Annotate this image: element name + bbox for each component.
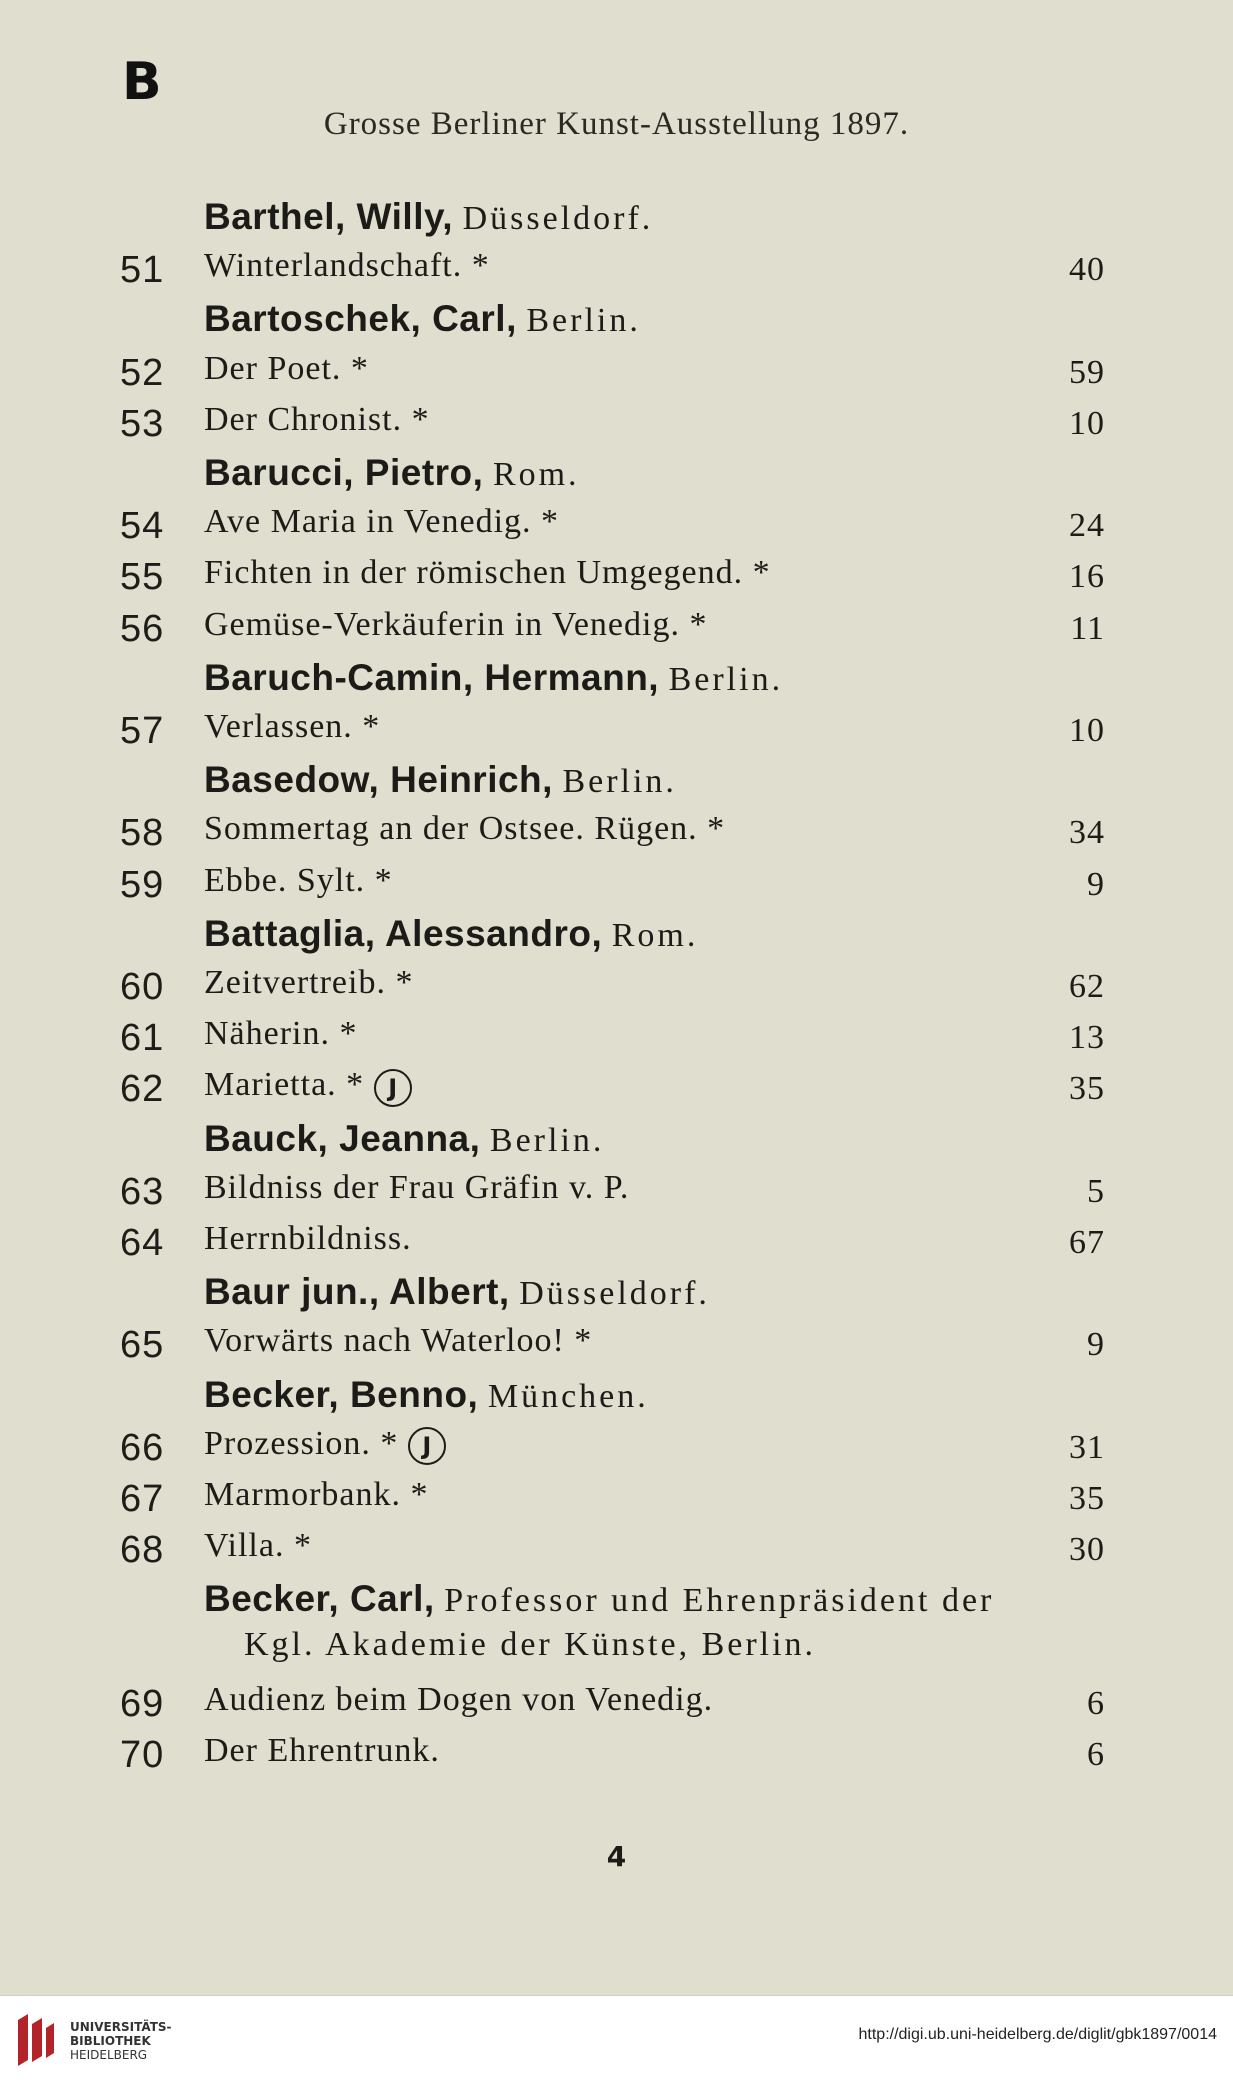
corner-letter: B [122, 52, 162, 112]
artist-place: Rom. [611, 916, 699, 954]
entry-title-text: Villa. * [204, 1527, 312, 1565]
footer-bar [0, 1995, 1233, 2084]
entry-title [204, 1681, 713, 1719]
entry-title-text: Winterlandschaft. * [204, 247, 490, 285]
entry-price: 9 [1087, 865, 1105, 903]
catalog-entry [0, 554, 1233, 604]
artist-place: Berlin. [526, 302, 641, 340]
artist-heading [204, 1578, 1104, 1664]
catalog-entry [0, 862, 1233, 912]
entry-title [204, 810, 725, 848]
entry-title-text: Näherin. * [204, 1015, 358, 1053]
entry-title [204, 606, 707, 644]
entry-number: 67 [120, 1478, 165, 1520]
artist-place: Professor und Ehrenpräsident der [444, 1582, 995, 1620]
entry-title-text: Ebbe. Sylt. * [204, 861, 393, 899]
entry-number: 64 [120, 1222, 165, 1264]
artist-place: Berlin. [562, 763, 677, 801]
entry-price: 10 [1069, 712, 1105, 749]
entry-title-text: Ave Maria in Venedig. * [204, 503, 560, 541]
entry-title-text: Prozession. * [204, 1424, 399, 1462]
artist-place-continued: Kgl. Akademie der Künste, Berlin. [244, 1626, 817, 1664]
entry-price: 35 [1069, 1480, 1105, 1517]
entry-title-text: Zeitvertreib. * [204, 964, 414, 1001]
catalog-entry [0, 1066, 1233, 1116]
entry-title-text: Vorwärts nach Waterloo! * [204, 1322, 593, 1360]
library-logo-text: UNIVERSITÄTS- BIBLIOTHEK HEIDELBERG [70, 2020, 172, 2062]
artist-name: Becker, Benno, [204, 1373, 479, 1415]
artist-place: Berlin. [489, 1121, 605, 1159]
artist-name: Bartoschek, Carl, [204, 298, 517, 340]
entry-title [204, 350, 369, 388]
entry-title [204, 1015, 358, 1053]
catalog-entry [0, 350, 1233, 400]
entry-number: 57 [120, 710, 165, 752]
entry-title [204, 401, 430, 439]
entry-title [204, 554, 771, 592]
entry-number: 51 [120, 249, 165, 292]
artist-place: Düsseldorf. [462, 200, 654, 237]
artist-place: Rom. [492, 456, 580, 493]
catalog-entry [0, 1220, 1233, 1270]
entry-title [204, 862, 393, 900]
catalog-entry [0, 810, 1233, 860]
catalog-entry [0, 606, 1233, 656]
entry-title-text: Verlassen. * [204, 708, 381, 745]
artist-place: Düsseldorf. [519, 1275, 710, 1313]
artist-name: Becker, Carl, [204, 1578, 435, 1620]
artist-heading [204, 1271, 1104, 1313]
entry-number: 52 [120, 351, 165, 394]
entry-price: 59 [1069, 353, 1105, 391]
artist-heading [204, 452, 1104, 494]
entry-price: 31 [1069, 1428, 1105, 1466]
entry-price: 5 [1087, 1172, 1105, 1210]
entry-title-text: Marietta. * [204, 1066, 365, 1104]
entry-number: 62 [120, 1068, 165, 1111]
catalog-entry [0, 1527, 1233, 1577]
entry-title [204, 1066, 412, 1106]
entry-number: 63 [120, 1170, 165, 1213]
catalog-entry [0, 964, 1233, 1014]
entry-title-text: Marmorbank. * [204, 1476, 429, 1513]
entry-title [204, 247, 490, 285]
entry-price: 6 [1087, 1736, 1105, 1773]
entry-price: 35 [1069, 1070, 1105, 1108]
entry-title [204, 1322, 592, 1360]
entry-number: 60 [120, 966, 165, 1008]
entry-price: 13 [1069, 1019, 1105, 1057]
entry-title-text: Der Poet. * [204, 349, 369, 387]
artist-name: Baruch-Camin, Hermann, [204, 656, 660, 698]
source-url-link[interactable]: http://digi.ub.uni-heidelberg.de/diglit/gbk1897/0014 [858, 2026, 1217, 2043]
artist-name: Battaglia, Alessandro, [204, 912, 603, 954]
entry-price: 11 [1070, 609, 1105, 647]
entry-title-text: Bildniss der Frau Gräfin v. P. [204, 1168, 630, 1206]
catalog-entry [0, 401, 1233, 451]
entry-number: 70 [120, 1734, 165, 1776]
catalog-entry [0, 1015, 1233, 1065]
catalog-entry [0, 1425, 1233, 1475]
entry-title-text: Gemüse-Verkäuferin in Venedig. * [204, 605, 708, 643]
running-head: Grosse Berliner Kunst-Ausstellung 1897. [323, 106, 910, 142]
artist-heading [204, 657, 1104, 699]
entry-number: 56 [120, 607, 165, 650]
entry-number: 66 [120, 1426, 165, 1469]
entry-price: 40 [1069, 251, 1105, 289]
entry-number: 54 [120, 505, 165, 548]
artist-heading [204, 298, 1104, 340]
entry-title-text: Der Ehrentrunk. [204, 1732, 440, 1769]
entry-title [204, 708, 380, 746]
entry-number: 65 [120, 1324, 165, 1367]
entry-title-text: Sommertag an der Ostsee. Rügen. * [204, 810, 726, 848]
catalog-entry [0, 1169, 1233, 1219]
artist-heading [204, 1118, 1104, 1160]
artist-heading [204, 1374, 1104, 1416]
entry-title [204, 964, 413, 1002]
artist-name: Baur jun., Albert, [204, 1271, 510, 1313]
entry-price: 30 [1069, 1531, 1105, 1569]
catalog-entry [0, 503, 1233, 553]
catalog-entry [0, 1476, 1233, 1526]
catalog-entry [0, 1732, 1233, 1782]
catalog-entry [0, 247, 1233, 297]
entry-number: 59 [120, 863, 165, 906]
entry-title [204, 1732, 440, 1770]
entry-number: 53 [120, 402, 165, 445]
artist-name: Barucci, Pietro, [204, 452, 484, 493]
entry-title [204, 1425, 446, 1465]
artist-place: München. [487, 1377, 649, 1415]
artist-name: Barthel, Willy, [204, 196, 454, 237]
entry-price: 9 [1087, 1326, 1105, 1364]
entry-title [204, 1476, 429, 1514]
entry-title [204, 1169, 629, 1207]
entry-title-text: Fichten in der römischen Umgegend. * [204, 554, 771, 592]
artist-heading [204, 196, 1104, 238]
catalog-entry [0, 1681, 1233, 1731]
entry-price: 34 [1069, 814, 1105, 852]
entry-title-text: Der Chronist. * [204, 400, 430, 438]
entry-price: 6 [1087, 1684, 1105, 1722]
entry-price: 67 [1069, 1224, 1105, 1261]
entry-price: 10 [1069, 404, 1105, 442]
artist-heading [204, 913, 1104, 955]
circled-j-icon: J [408, 1427, 446, 1465]
artist-heading [204, 759, 1104, 801]
entry-number: 68 [120, 1529, 165, 1572]
entry-price: 62 [1069, 968, 1105, 1005]
library-logo-icon [14, 2010, 58, 2070]
artist-name: Bauck, Jeanna, [204, 1117, 481, 1159]
entry-title-text: Audienz beim Dogen von Venedig. [204, 1680, 714, 1718]
entry-title [204, 503, 559, 541]
circled-j-icon: J [374, 1069, 412, 1107]
artist-name: Basedow, Heinrich, [204, 759, 553, 801]
entry-number: 69 [120, 1682, 165, 1725]
entry-number: 58 [120, 812, 165, 855]
catalog-entry [0, 708, 1233, 758]
entry-number: 55 [120, 556, 165, 599]
entry-title-text: Herrnbildniss. [204, 1220, 412, 1257]
page-number: 4 [606, 1840, 627, 1873]
entry-price: 16 [1069, 558, 1105, 596]
entry-number: 61 [120, 1017, 165, 1060]
entry-title [204, 1220, 412, 1258]
artist-place: Berlin. [668, 660, 784, 698]
catalog-entry [0, 1322, 1233, 1372]
entry-price: 24 [1069, 507, 1105, 545]
entry-title [204, 1527, 312, 1565]
